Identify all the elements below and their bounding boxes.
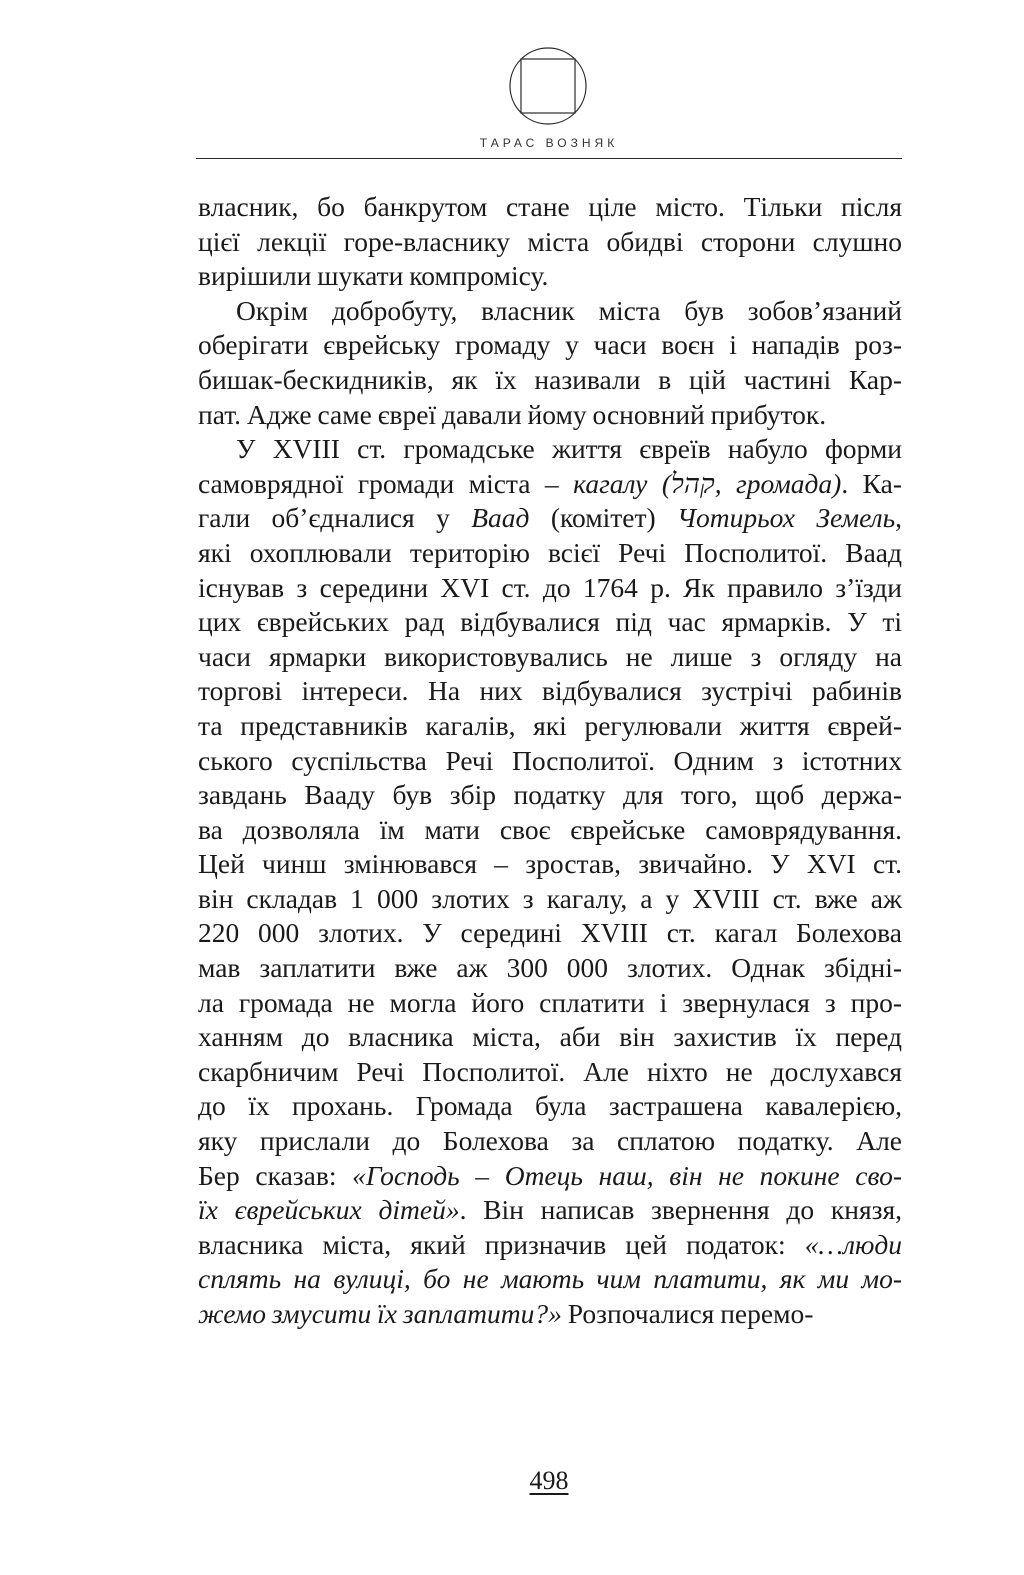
text-run: Цей чинш змінювався – зростав, звичайно. У XVI ст. (198, 848, 902, 880)
text-run: власника міста, який призначив цей податок: (198, 1228, 805, 1260)
italic-run: Чотирьох Земель (677, 502, 896, 534)
text-run: ва дозволяла їм мати своє єврейське самоврядування. (198, 813, 902, 845)
italic-run: їх єврейських дітей» (198, 1194, 460, 1226)
text-run: 220 000 злотих. У середині XVIII ст. кагал Болехова (198, 917, 902, 949)
text-line (198, 951, 902, 986)
text-line (198, 1297, 902, 1332)
text-run: до їх прохань. Громада була застрашена кавалерією, (198, 1090, 902, 1122)
text-line (198, 536, 902, 571)
text-line (198, 744, 902, 779)
text-line (198, 1124, 902, 1159)
header-rule (196, 158, 902, 159)
text-run: та представників кагалів, які регулювали життя єврей- (198, 709, 902, 741)
text-line (198, 813, 902, 848)
text-line (198, 259, 902, 294)
text-run: ського суспільства Речі Посполитої. Одним з істотних (198, 744, 902, 776)
text-run: ла громада не могла його сплатити і звернулася з про- (198, 986, 902, 1018)
text-run: існував з середини XVI ст. до 1764 р. Як правило з’їзди (198, 571, 902, 603)
text-run: власник, бо банкрутом стане ціле місто. Тільки після (198, 191, 902, 222)
italic-run: «…люди (804, 1228, 902, 1260)
text-line (198, 225, 902, 260)
text-line (198, 1193, 902, 1228)
text-run: самоврядної громади міста – (198, 467, 574, 499)
text-run: мав заплатити вже аж 300 000 злотих. Однак збідні- (198, 952, 902, 984)
text-run: він складав 1 000 злотих з кагалу, а у XVIII ст. вже аж (198, 882, 902, 914)
italic-run: жемо змусити їх заплатити?» (198, 1298, 562, 1329)
text-run: торгові інтереси. На них відбувалися зустрічі рабинів (198, 675, 902, 707)
text-run: . Він написав звернення до князя, (459, 1194, 903, 1226)
text-line (198, 1228, 902, 1263)
text-run: цієї лекції горе-власнику міста обидві сторони слушно (198, 225, 902, 257)
text-line (198, 674, 902, 709)
text-run: ханням до власника міста, аби він захистив їх перед (198, 1021, 902, 1053)
paragraph (198, 432, 902, 1331)
text-run: бишак-бескидників, як їх називали в цій частині Кар- (198, 363, 902, 395)
text-run: яку прислали до Болехова за сплатою податку. Але (198, 1125, 902, 1157)
text-line (198, 398, 902, 433)
text-line (198, 605, 902, 640)
text-run: завдань Вааду був збір податку для того, щоб держа- (198, 779, 902, 811)
text-run: гали об’єдналися у (198, 502, 472, 534)
italic-run: Ваад (471, 502, 530, 534)
text-line (198, 501, 902, 536)
text-line (198, 328, 902, 363)
text-line (198, 709, 902, 744)
text-line (198, 640, 902, 675)
paragraph (198, 190, 902, 294)
text-line (198, 986, 902, 1021)
page-number: 498 (529, 1466, 569, 1495)
text-run: які охоплювали територію всієї Речі Посполитої. Ваад (198, 536, 902, 568)
text-run: , (895, 502, 902, 534)
text-run: оберігати єврейську громаду у часи воєн і нападів роз- (198, 329, 902, 361)
text-run: скарбничим Речі Посполитої. Але ніхто не дослухався (198, 1055, 902, 1087)
text-run: часи ярмарки використовувались не лише з огляду на (198, 640, 902, 672)
italic-run: кагалу (קהל, громада) (573, 467, 842, 499)
text-run: цих єврейських рад відбувалися під час ярмарків. У ті (198, 606, 902, 638)
running-head-author: ТАРАС ВОЗНЯК (479, 136, 619, 150)
italic-run: «Господь – Отець наш, він не покине сво- (352, 1159, 902, 1191)
text-run: Розпочалися перемо- (561, 1298, 814, 1329)
italic-run: сплять на вулиці, бо не мають чим платити, як ми мо- (198, 1263, 902, 1295)
text-line (198, 882, 902, 917)
text-line (198, 432, 902, 467)
text-line (198, 363, 902, 398)
paragraph (198, 294, 902, 432)
text-run: Окрім добробуту, власник міста був зобов’язаний (236, 294, 902, 326)
text-line (198, 916, 902, 951)
text-line (198, 1262, 902, 1297)
text-run: . Ка- (841, 467, 903, 499)
text-line (198, 294, 902, 329)
text-line (198, 467, 902, 502)
text-run: Бер сказав: (198, 1159, 353, 1191)
circle-square-emblem-icon (508, 46, 588, 126)
text-line (198, 571, 902, 606)
text-run: У XVIII ст. громадське життя євреїв набуло форми (236, 433, 902, 465)
text-line (198, 1020, 902, 1055)
text-line (198, 190, 902, 225)
text-line (198, 1159, 902, 1194)
text-run: (комітет) (529, 502, 678, 534)
text-line (198, 847, 902, 882)
text-run: пат. Адже саме євреї давали йому основний прибуток. (198, 398, 827, 430)
body-text (198, 190, 902, 1332)
text-line (198, 1055, 902, 1090)
text-run: вирішили шукати компромісу. (198, 260, 549, 292)
text-line (198, 1089, 902, 1124)
text-line (198, 778, 902, 813)
